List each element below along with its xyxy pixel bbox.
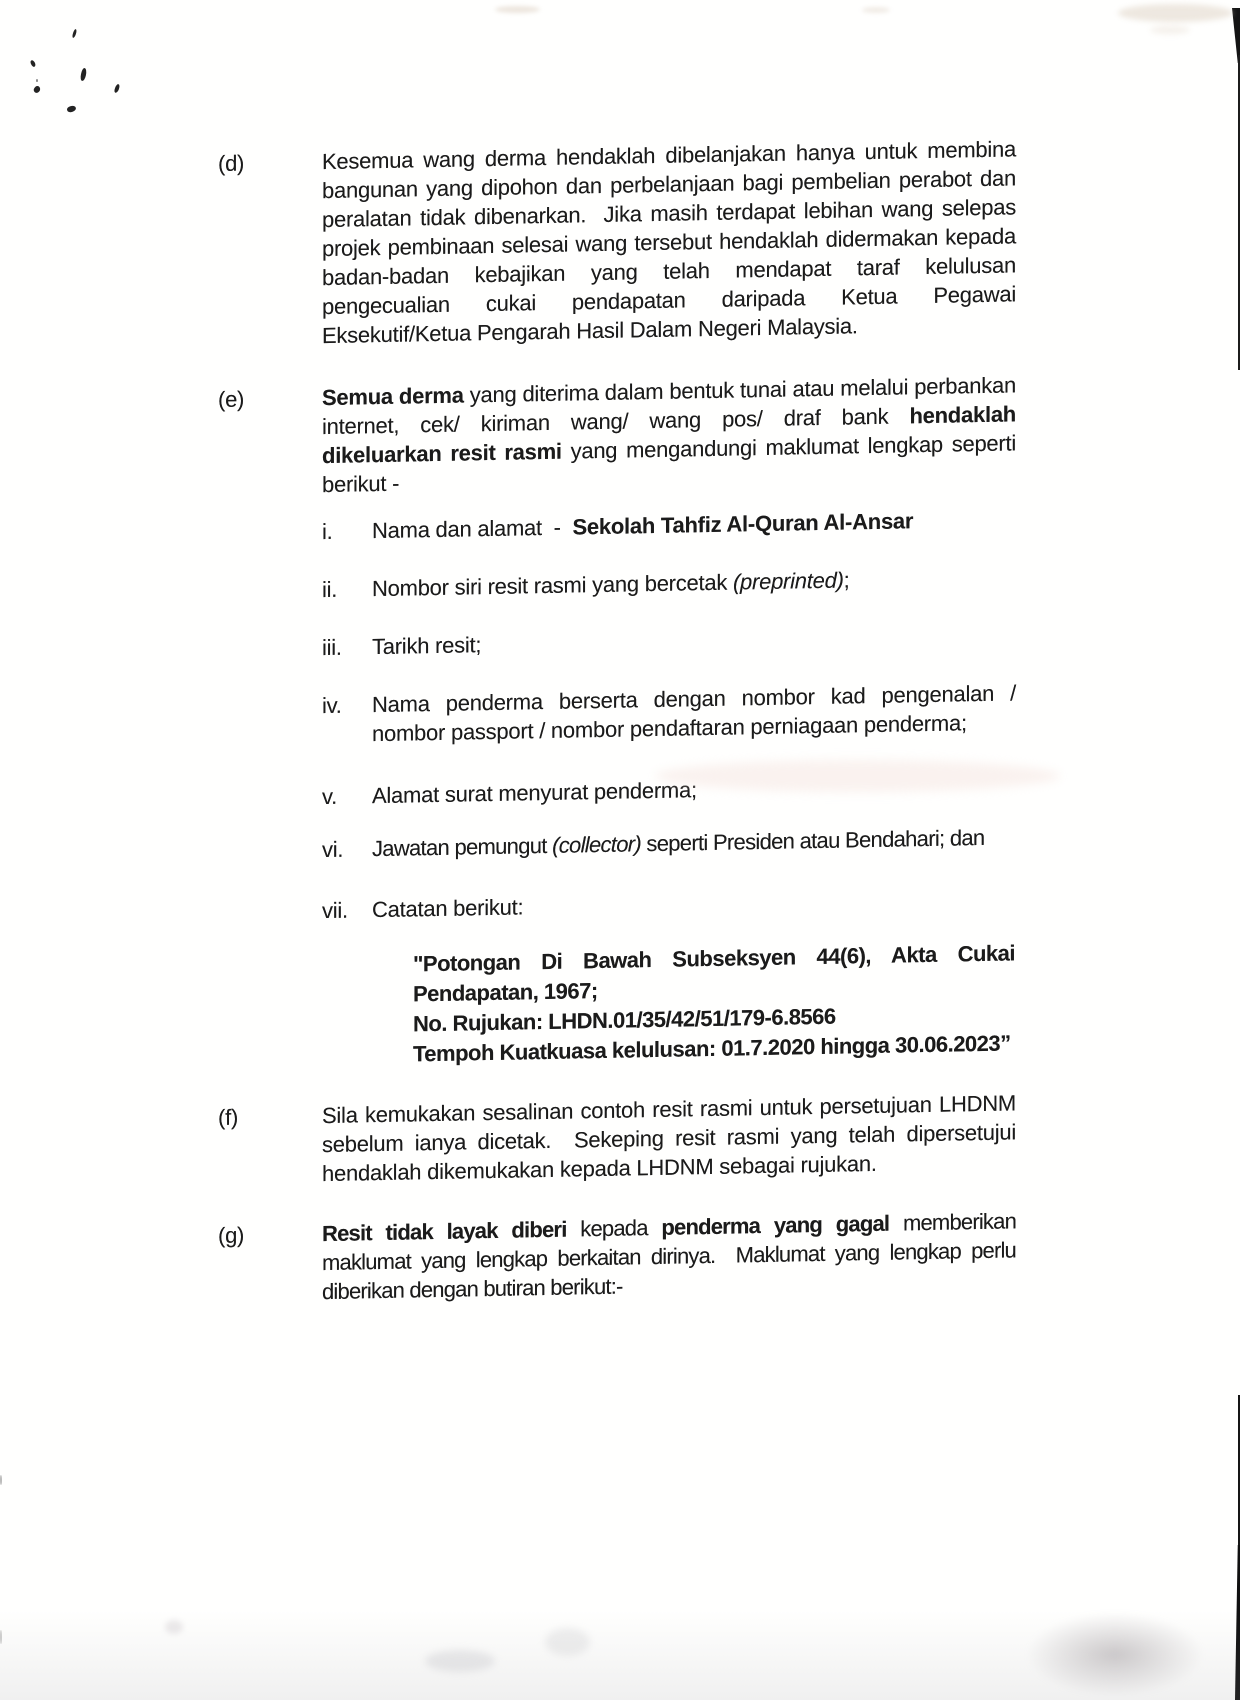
list-item-vii [322, 883, 1016, 925]
list-marker-iii: iii. [322, 634, 342, 661]
scan-smudge [425, 1650, 495, 1672]
list-marker-iv: iv. [322, 692, 342, 719]
paragraph-g: Resit tidak layak diberi kepada penderma yang gagal memberikan maklumat yang lengkap berkaitan dirinya. Maklumat yang lengkap perlu diberikan dengan butiran berikut:- [322, 1208, 1022, 1305]
section-g-body [322, 1206, 1022, 1306]
item-label-e: (e) [218, 386, 245, 413]
page-bottom-shade [0, 1610, 1240, 1700]
list-item-iv [322, 678, 1022, 749]
list-item-iv-text: Nama penderma berserta dengan nombor kad pengenalan / nombor passport / nombor pendaftaran perniagaan penderma; [372, 680, 1022, 747]
item-label-g: (g) [218, 1222, 245, 1249]
list-item-iii-text: Tarikh resit; [372, 632, 482, 660]
list-marker-i: i. [322, 518, 333, 545]
list-marker-ii: ii. [322, 576, 338, 603]
list-item-iii [322, 620, 1016, 662]
list-marker-vii: vii. [322, 897, 348, 924]
section-e [0, 366, 1240, 1077]
section-f [0, 1084, 1240, 1194]
ink-speck [0, 1475, 2, 1485]
approval-note-block [413, 938, 1021, 1069]
note-line-1: "Potongan Di Bawah Subseksyen 44(6), Akta Cukai Pendapatan, 1967; [413, 940, 1021, 1007]
list-item-ii-text: Nombor siri resit rasmi yang bercetak (preprinted); [372, 567, 850, 602]
paragraph-f: Sila kemukakan sesalinan contoh resit rasmi untuk persetujuan LHDNM sebelum ianya dicetak. Sekeping resit rasmi yang telah dipersetujui hendaklah dikemukakan kepada LHDNM sebagai rujukan. [322, 1090, 1022, 1187]
section-f-body [322, 1088, 1022, 1188]
item-label-f: (f) [218, 1104, 239, 1131]
list-item-vi-text: Jawatan pemungut (collector) seperti Presiden atau Bendahari; dan [372, 824, 985, 862]
scan-smudge [165, 1620, 183, 1634]
list-item-ii [322, 562, 1016, 604]
list-item-i [322, 504, 1016, 546]
scan-edge-corner [1235, 1545, 1240, 1700]
section-d-body [322, 134, 1022, 350]
item-label-d: (d) [218, 150, 245, 177]
section-e-body [322, 370, 1022, 1071]
list-item-vii-text: Catatan berikut: [372, 894, 524, 923]
ink-speck [0, 1630, 2, 1644]
scan-smudge [1025, 1612, 1205, 1697]
list-item-i-text: Nama dan alamat - Sekolah Tahfiz Al-Quran Al-Ansar [372, 508, 914, 544]
list-marker-vi: vi. [322, 836, 344, 863]
paragraph-d: Kesemua wang derma hendaklah dibelanjakan hanya untuk membina bangunan yang dipohon dan perbelanjaan bagi pembelian perabot dan peralatan tidak dibenarkan. Jika masih terdapat lebihan wang selepas projek pembinaan selesai wang tersebut hendaklah didermakan kepada badan-badan kebajikan yang telah mendapat taraf kelulusan pengecualian cukai pendapatan daripada Ketua Pegawai Eksekutif/Ketua Pengarah Hasil Dalam Negeri Malaysia. [322, 136, 1022, 349]
list-item-vi [322, 822, 1016, 864]
note-line-2: No. Rujukan: LHDN.01/35/42/51/179-6.8566 [413, 1003, 836, 1037]
section-g [0, 1202, 1240, 1312]
section-d [0, 130, 1240, 356]
paragraph-e: Semua derma yang diterima dalam bentuk tunai atau melalui perbankan internet, cek/ kiriman wang/ wang pos/ draf bank hendaklah dikeluarkan resit rasmi yang mengandungi maklumat lengkap seperti berikut - [322, 372, 1022, 498]
note-line-3: Tempoh Kuatkuasa kelulusan: 01.7.2020 hingga 30.06.2023” [413, 1030, 1011, 1067]
list-marker-v: v. [322, 783, 337, 810]
scan-smudge [545, 1628, 590, 1656]
list-item-v-text: Alamat surat menyurat penderma; [372, 777, 697, 809]
list-item-v [322, 769, 1016, 811]
